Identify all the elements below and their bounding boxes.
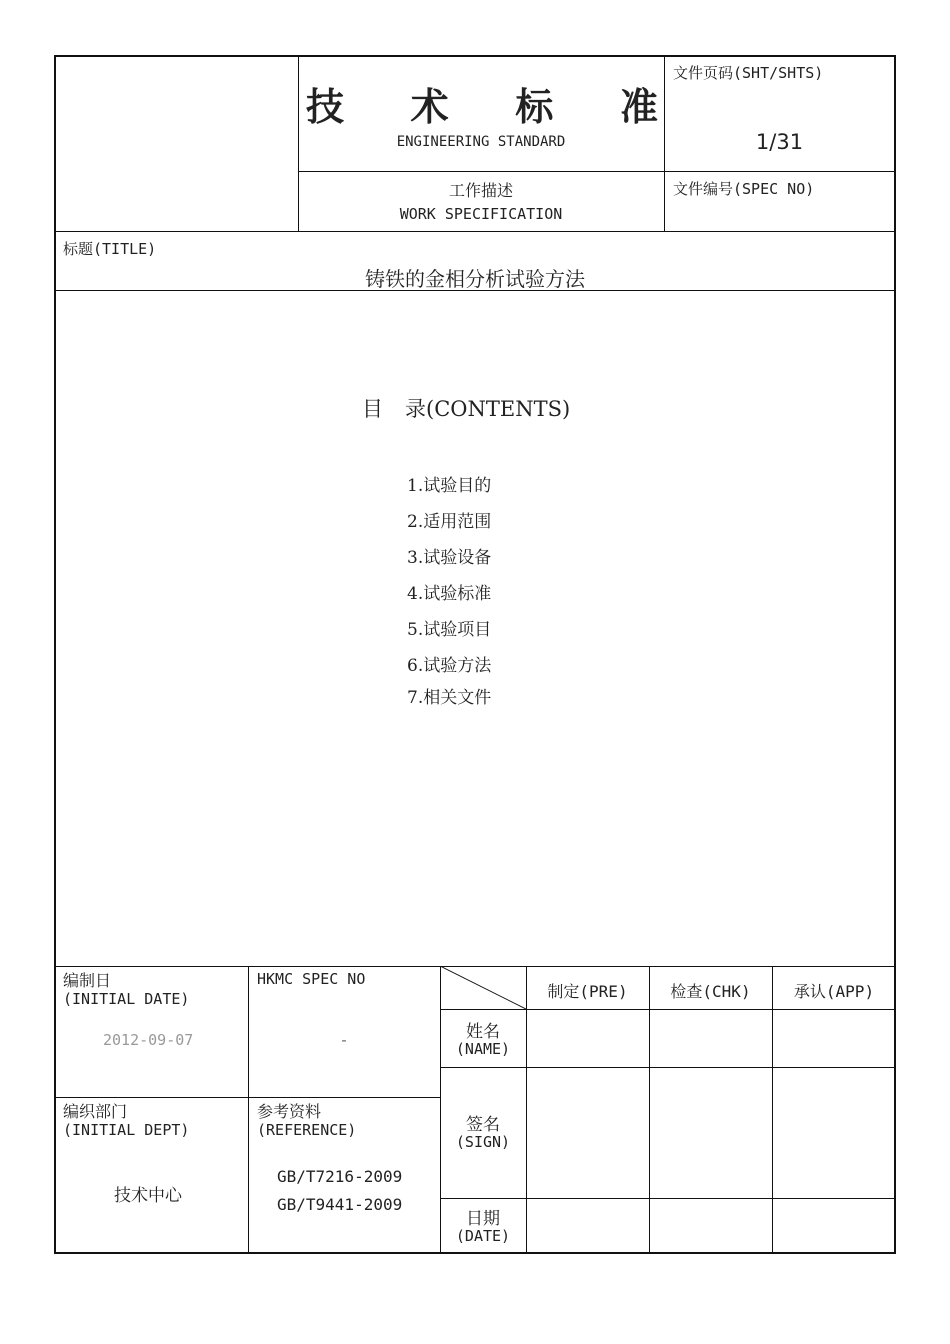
diagonal-line <box>440 966 526 1009</box>
title-label: 标题(TITLE) <box>63 240 157 258</box>
initial-date-label-en: (INITIAL DATE) <box>63 990 190 1008</box>
initial-date-value: 2012-09-07 <box>103 1031 194 1049</box>
standard-title-char: 术 <box>410 84 449 129</box>
row-date-en: (DATE) <box>455 1227 511 1245</box>
contents-heading-cn: 目 <box>362 397 383 421</box>
divider <box>54 1097 440 1098</box>
document-title: 铸铁的金相分析试验方法 <box>365 267 585 291</box>
col-app: 承认(APP) <box>793 982 875 1001</box>
contents-heading <box>362 393 570 423</box>
hkmc-spec-value: - <box>339 1031 349 1049</box>
hkmc-spec-label: HKMC SPEC NO <box>257 970 366 988</box>
divider <box>248 966 249 1254</box>
row-sign-en: (SIGN) <box>455 1133 511 1151</box>
sheet-label: 文件页码(SHT/SHTS) <box>673 64 824 82</box>
divider <box>298 171 895 172</box>
toc-item: 2.适用范围 <box>407 512 492 532</box>
spec-no-label: 文件编号(SPEC NO) <box>673 180 815 198</box>
standard-title-en: ENGINEERING STANDARD <box>396 134 566 150</box>
divider <box>440 1198 896 1199</box>
dept-value: 技术中心 <box>114 1186 182 1206</box>
reference-item: GB/T7216-2009 <box>277 1167 403 1186</box>
sheet-value: 1/31 <box>755 130 804 154</box>
reference-item: GB/T9441-2009 <box>277 1195 403 1214</box>
row-name-cn: 姓名 <box>466 1022 500 1042</box>
dept-label-en: (INITIAL DEPT) <box>63 1121 190 1139</box>
toc-item: 4.试验标准 <box>407 584 492 604</box>
col-chk: 检查(CHK) <box>670 982 751 1001</box>
standard-title <box>306 76 658 131</box>
work-description-cn: 工作描述 <box>448 181 513 200</box>
divider <box>440 1067 896 1068</box>
toc-item: 1.试验目的 <box>407 476 492 496</box>
row-date-cn: 日期 <box>466 1209 500 1229</box>
standard-title-char: 技 <box>306 84 345 129</box>
row-name-en: (NAME) <box>455 1040 511 1058</box>
toc-item: 7.相关文件 <box>407 688 492 708</box>
contents-heading-rest: 录(CONTENTS) <box>405 397 571 421</box>
toc-item: 6.试验方法 <box>407 656 492 676</box>
reference-label-cn: 参考资料 <box>257 1102 322 1121</box>
standard-title-char: 标 <box>515 84 554 129</box>
initial-date-label-cn: 编制日 <box>63 971 112 990</box>
row-sign-cn: 签名 <box>466 1115 500 1135</box>
divider <box>54 231 896 232</box>
reference-label-en: (REFERENCE) <box>257 1121 357 1139</box>
work-description-en: WORK SPECIFICATION <box>399 205 563 223</box>
divider <box>440 1009 896 1010</box>
toc-item: 5.试验项目 <box>407 620 492 640</box>
col-pre: 制定(PRE) <box>547 982 628 1001</box>
standard-title-char: 准 <box>619 84 658 129</box>
toc-item: 3.试验设备 <box>407 548 492 568</box>
dept-label-cn: 编织部门 <box>63 1102 128 1121</box>
